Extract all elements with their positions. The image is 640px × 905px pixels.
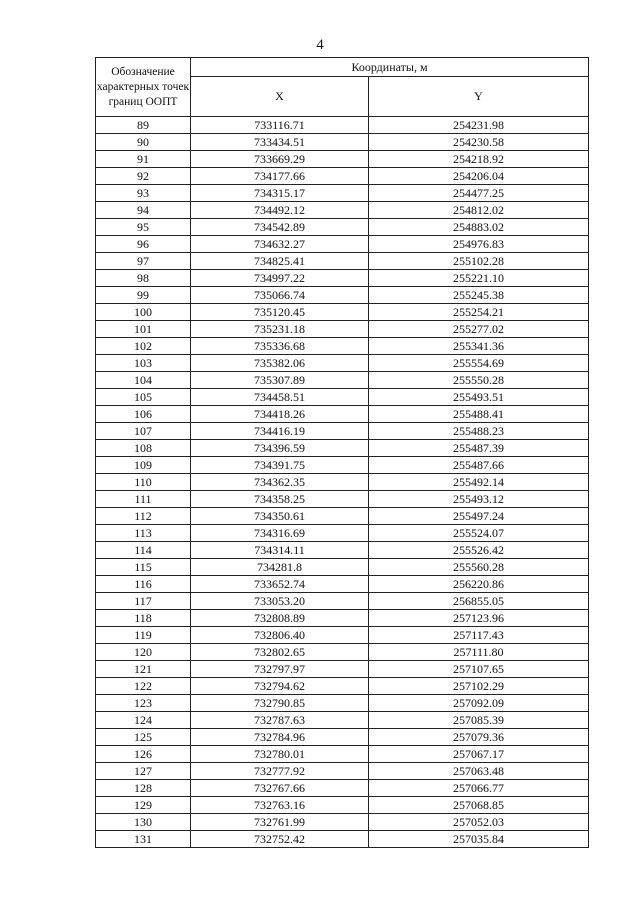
point-cell: 112 (96, 508, 191, 525)
y-coordinate-cell: 255245.38 (369, 287, 589, 304)
point-cell: 125 (96, 729, 191, 746)
y-coordinate-cell: 255550.28 (369, 372, 589, 389)
table-row (96, 270, 589, 287)
x-coordinate-cell: 734418.26 (191, 406, 369, 423)
table-row (96, 746, 589, 763)
x-coordinate-cell: 732761.99 (191, 814, 369, 831)
x-coordinate-cell: 732790.85 (191, 695, 369, 712)
point-cell: 115 (96, 559, 191, 576)
point-cell: 97 (96, 253, 191, 270)
point-cell: 111 (96, 491, 191, 508)
point-cell: 89 (96, 117, 191, 134)
table-row (96, 678, 589, 695)
y-coordinate-cell: 254218.92 (369, 151, 589, 168)
x-coordinate-cell: 733116.71 (191, 117, 369, 134)
y-coordinate-cell: 257092.09 (369, 695, 589, 712)
y-coordinate-cell: 257079.36 (369, 729, 589, 746)
x-coordinate-cell: 734542.89 (191, 219, 369, 236)
table-row (96, 610, 589, 627)
point-cell: 101 (96, 321, 191, 338)
x-coordinate-cell: 734458.51 (191, 389, 369, 406)
table-row (96, 304, 589, 321)
y-coordinate-cell: 255497.24 (369, 508, 589, 525)
x-coordinate-cell: 732802.65 (191, 644, 369, 661)
y-coordinate-cell: 255488.23 (369, 423, 589, 440)
y-coordinate-cell: 256855.05 (369, 593, 589, 610)
x-coordinate-cell: 733434.51 (191, 134, 369, 151)
table-row (96, 797, 589, 814)
x-coordinate-cell: 734358.25 (191, 491, 369, 508)
point-cell: 122 (96, 678, 191, 695)
x-coordinate-cell: 735382.06 (191, 355, 369, 372)
table-row (96, 185, 589, 202)
x-coordinate-cell: 735120.45 (191, 304, 369, 321)
y-coordinate-cell: 255493.51 (369, 389, 589, 406)
coordinates-table (95, 57, 589, 848)
x-coordinate-cell: 732808.89 (191, 610, 369, 627)
table-row (96, 644, 589, 661)
y-coordinate-cell: 254230.58 (369, 134, 589, 151)
x-coordinate-cell: 732767.66 (191, 780, 369, 797)
x-coordinate-cell: 734316.69 (191, 525, 369, 542)
y-column-header: Y (369, 77, 589, 117)
table-row (96, 151, 589, 168)
x-coordinate-cell: 732777.92 (191, 763, 369, 780)
point-cell: 103 (96, 355, 191, 372)
table-row (96, 236, 589, 253)
x-coordinate-cell: 733652.74 (191, 576, 369, 593)
table-row (96, 491, 589, 508)
point-cell: 107 (96, 423, 191, 440)
y-coordinate-cell: 255254.21 (369, 304, 589, 321)
table-row (96, 559, 589, 576)
table-row (96, 763, 589, 780)
point-cell: 92 (96, 168, 191, 185)
x-coordinate-cell: 734825.41 (191, 253, 369, 270)
y-coordinate-cell: 254206.04 (369, 168, 589, 185)
y-coordinate-cell: 257066.77 (369, 780, 589, 797)
y-coordinate-cell: 255487.66 (369, 457, 589, 474)
point-cell: 124 (96, 712, 191, 729)
point-cell: 120 (96, 644, 191, 661)
y-coordinate-cell: 255493.12 (369, 491, 589, 508)
table-row (96, 695, 589, 712)
table-row (96, 219, 589, 236)
point-cell: 114 (96, 542, 191, 559)
x-coordinate-cell: 732780.01 (191, 746, 369, 763)
point-cell: 128 (96, 780, 191, 797)
y-coordinate-cell: 257107.65 (369, 661, 589, 678)
y-coordinate-cell: 255524.07 (369, 525, 589, 542)
table-row (96, 593, 589, 610)
y-coordinate-cell: 257123.96 (369, 610, 589, 627)
table-row (96, 321, 589, 338)
y-coordinate-cell: 257052.03 (369, 814, 589, 831)
point-cell: 119 (96, 627, 191, 644)
x-coordinate-cell: 734396.59 (191, 440, 369, 457)
point-cell: 109 (96, 457, 191, 474)
x-coordinate-cell: 734281.8 (191, 559, 369, 576)
point-cell: 118 (96, 610, 191, 627)
coordinates-column-header: Координаты, м (191, 58, 589, 77)
y-coordinate-cell: 254883.02 (369, 219, 589, 236)
y-coordinate-cell: 255526.42 (369, 542, 589, 559)
table-row (96, 474, 589, 491)
y-coordinate-cell: 257111.80 (369, 644, 589, 661)
x-coordinate-cell: 734391.75 (191, 457, 369, 474)
point-cell: 94 (96, 202, 191, 219)
x-coordinate-cell: 734314.11 (191, 542, 369, 559)
x-coordinate-cell: 732784.96 (191, 729, 369, 746)
x-coordinate-cell: 733053.20 (191, 593, 369, 610)
y-coordinate-cell: 255221.10 (369, 270, 589, 287)
x-coordinate-cell: 734416.19 (191, 423, 369, 440)
point-cell: 95 (96, 219, 191, 236)
table-row (96, 389, 589, 406)
y-coordinate-cell: 257035.84 (369, 831, 589, 848)
table-row (96, 423, 589, 440)
x-coordinate-cell: 735307.89 (191, 372, 369, 389)
table-row (96, 355, 589, 372)
table-row (96, 814, 589, 831)
point-cell: 116 (96, 576, 191, 593)
table-row (96, 508, 589, 525)
table-row (96, 406, 589, 423)
table-row (96, 440, 589, 457)
table-row (96, 542, 589, 559)
table-row (96, 372, 589, 389)
point-column-header: Обозначение характерных точек границ ООПТ (96, 58, 191, 117)
point-cell: 127 (96, 763, 191, 780)
y-coordinate-cell: 255341.36 (369, 338, 589, 355)
x-coordinate-cell: 734315.17 (191, 185, 369, 202)
y-coordinate-cell: 255492.14 (369, 474, 589, 491)
point-cell: 100 (96, 304, 191, 321)
x-coordinate-cell: 732797.97 (191, 661, 369, 678)
x-coordinate-cell: 734632.27 (191, 236, 369, 253)
y-coordinate-cell: 254477.25 (369, 185, 589, 202)
table-row (96, 576, 589, 593)
point-cell: 121 (96, 661, 191, 678)
x-coordinate-cell: 732763.16 (191, 797, 369, 814)
y-coordinate-cell: 257063.48 (369, 763, 589, 780)
point-cell: 99 (96, 287, 191, 304)
table-row (96, 253, 589, 270)
x-column-header: X (191, 77, 369, 117)
table-row (96, 712, 589, 729)
x-coordinate-cell: 735336.68 (191, 338, 369, 355)
x-coordinate-cell: 734492.12 (191, 202, 369, 219)
point-cell: 131 (96, 831, 191, 848)
y-coordinate-cell: 255488.41 (369, 406, 589, 423)
table-row (96, 661, 589, 678)
point-cell: 117 (96, 593, 191, 610)
x-coordinate-cell: 734362.35 (191, 474, 369, 491)
x-coordinate-cell: 733669.29 (191, 151, 369, 168)
point-cell: 102 (96, 338, 191, 355)
table-row (96, 780, 589, 797)
point-cell: 93 (96, 185, 191, 202)
table-row (96, 117, 589, 134)
point-cell: 105 (96, 389, 191, 406)
point-cell: 129 (96, 797, 191, 814)
point-cell: 108 (96, 440, 191, 457)
table-row (96, 627, 589, 644)
point-cell: 98 (96, 270, 191, 287)
x-coordinate-cell: 732794.62 (191, 678, 369, 695)
table-row (96, 338, 589, 355)
point-cell: 110 (96, 474, 191, 491)
point-cell: 104 (96, 372, 191, 389)
y-coordinate-cell: 254976.83 (369, 236, 589, 253)
table-row (96, 287, 589, 304)
point-cell: 91 (96, 151, 191, 168)
y-coordinate-cell: 255102.28 (369, 253, 589, 270)
point-cell: 113 (96, 525, 191, 542)
y-coordinate-cell: 255277.02 (369, 321, 589, 338)
table-body (96, 117, 589, 848)
y-coordinate-cell: 256220.86 (369, 576, 589, 593)
y-coordinate-cell: 257068.85 (369, 797, 589, 814)
point-cell: 126 (96, 746, 191, 763)
y-coordinate-cell: 255554.69 (369, 355, 589, 372)
table-row (96, 525, 589, 542)
table-row (96, 729, 589, 746)
table-row (96, 831, 589, 848)
table-row (96, 457, 589, 474)
y-coordinate-cell: 257117.43 (369, 627, 589, 644)
point-cell: 96 (96, 236, 191, 253)
y-coordinate-cell: 255560.28 (369, 559, 589, 576)
x-coordinate-cell: 732806.40 (191, 627, 369, 644)
table-row (96, 168, 589, 185)
point-cell: 130 (96, 814, 191, 831)
y-coordinate-cell: 255487.39 (369, 440, 589, 457)
y-coordinate-cell: 257085.39 (369, 712, 589, 729)
y-coordinate-cell: 254231.98 (369, 117, 589, 134)
table-header (96, 58, 589, 117)
point-cell: 123 (96, 695, 191, 712)
table-row (96, 202, 589, 219)
x-coordinate-cell: 734997.22 (191, 270, 369, 287)
x-coordinate-cell: 732787.63 (191, 712, 369, 729)
x-coordinate-cell: 735066.74 (191, 287, 369, 304)
y-coordinate-cell: 254812.02 (369, 202, 589, 219)
x-coordinate-cell: 732752.42 (191, 831, 369, 848)
table-row (96, 134, 589, 151)
page-number: 4 (316, 37, 324, 53)
x-coordinate-cell: 734350.61 (191, 508, 369, 525)
y-coordinate-cell: 257102.29 (369, 678, 589, 695)
y-coordinate-cell: 257067.17 (369, 746, 589, 763)
x-coordinate-cell: 735231.18 (191, 321, 369, 338)
x-coordinate-cell: 734177.66 (191, 168, 369, 185)
point-cell: 90 (96, 134, 191, 151)
point-cell: 106 (96, 406, 191, 423)
